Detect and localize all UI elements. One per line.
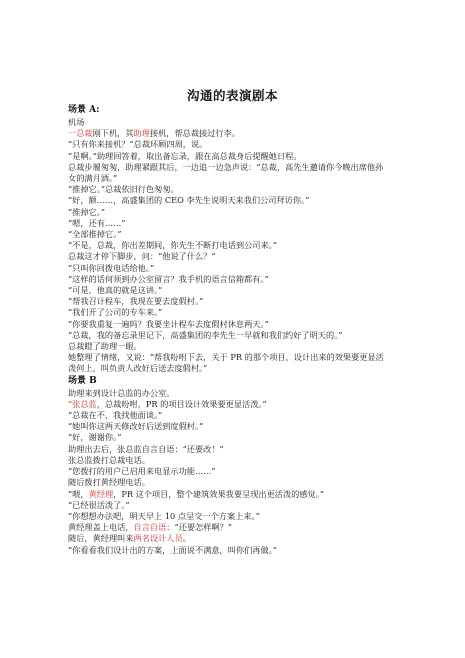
script-line: [68, 319, 400, 330]
script-line: [68, 352, 400, 363]
script-text: “帮我召计程车，我现在要去度假村。”: [68, 296, 204, 307]
script-line: [68, 218, 400, 229]
script-line: [68, 251, 400, 262]
script-line: [68, 455, 400, 466]
script-line: [68, 307, 400, 318]
script-line: [68, 151, 400, 162]
script-text: “是啊。”助理回答着，取出备忘录，跟在高总裁身后提醒她日程。: [68, 150, 302, 161]
script-line: [68, 240, 400, 251]
script-text: 自言自语: [133, 522, 167, 533]
script-text: 两名设计人员: [133, 533, 183, 544]
script-line: [68, 399, 400, 410]
script-line: [68, 195, 400, 206]
script-text: 刚下机，其: [92, 128, 134, 139]
script-text: “喂，: [68, 488, 89, 499]
script-line: [68, 117, 400, 128]
script-line: [68, 229, 400, 240]
script-line: [68, 432, 400, 443]
script-text: “已经很活泼了。”: [68, 499, 130, 510]
script-line: [68, 444, 400, 455]
script-text: “好，额……，高盛集团的 CEO 李先生说明天来我们公司拜访你。”: [68, 195, 310, 206]
script-text: “好，谢谢你。”: [68, 432, 122, 443]
script-line: [68, 388, 400, 399]
script-text: “我们开了公司的专车来。”: [68, 307, 163, 318]
script-line: [68, 341, 400, 352]
script-text: “嗯，还有……”: [68, 217, 126, 228]
script-text: “她叫你这两天修改好后送到度假村。”: [68, 421, 204, 432]
script-text: “只有你来接机？”总裁环顾四周，说。: [68, 139, 208, 150]
script-text: 一总裁: [68, 128, 93, 139]
scene-a-lines: [68, 117, 400, 375]
script-text: 她整理了情绪，又说：“帮我吩咐下去，关于 PR 的那个项目，设计出来的效果要更显活: [68, 352, 384, 363]
script-line: [68, 162, 400, 173]
script-line: [68, 296, 400, 307]
script-line: [68, 173, 400, 184]
script-line: [68, 511, 400, 522]
script-text: “推掉它。”总裁依旧行色匆匆。: [68, 184, 179, 195]
script-text: ，PR 这个项目，整个建筑效果我要呈现出更活泼的感觉。”: [113, 488, 325, 499]
script-text: 女的满月酒。”: [68, 173, 118, 184]
script-line: [68, 363, 400, 374]
scene-b-lines: [68, 388, 400, 556]
script-line: [68, 139, 400, 150]
script-line: [68, 421, 400, 432]
scene-b-heading: 场景 B: [68, 375, 97, 386]
script-text: 助理出去后，张总监自言自语：“还要改！”: [68, 443, 224, 454]
script-text: “不是，总裁，你出差期间，你先生不断打电话到公司来。”: [68, 240, 277, 251]
script-text: “你想想办法吧，明天早上 10 点呈交一个方案上来。”: [68, 510, 260, 521]
script-text: 随后，黄经理叫来: [68, 533, 134, 544]
script-text: “推掉它。”: [68, 206, 106, 217]
script-text: 总裁这才停下脚步，问：“他说了什么？”: [68, 251, 216, 262]
script-text: 助理来到设计总监的办公室。: [68, 387, 175, 398]
script-line: [68, 285, 400, 296]
script-text: 黄经理: [88, 488, 114, 499]
script-text: 总裁步履匆匆，助理紧跟其后，一边追一边急声说：“总裁，高先生邀请你今晚出席他孙: [68, 161, 384, 172]
script-text: “总裁在不，我找他面谈。”: [68, 410, 163, 421]
script-line: [68, 263, 400, 274]
script-line: [68, 330, 400, 341]
script-line: [68, 466, 400, 477]
document-title: 沟通的表演剧本: [186, 88, 278, 103]
script-text: “可是，他真的就是这讲。”: [68, 285, 163, 296]
script-text: 泼何上，叫负责人改好后送去度假村。”: [68, 363, 208, 374]
script-line: [68, 184, 400, 195]
script-line: [68, 274, 400, 285]
script-text: 张总监拨打总裁电话。: [68, 454, 150, 465]
script-text: ：“还要怎样啊？”: [166, 522, 232, 533]
script-text: 机场: [68, 117, 85, 127]
script-line: [68, 207, 400, 218]
script-text: “你看看我们设计出的方案，上面说不满意，叫你们再做。”: [68, 544, 277, 555]
script-text: “全部推掉它。”: [68, 229, 122, 240]
script-text: 接机，帮总裁接过行李。: [149, 128, 240, 139]
script-line: [68, 410, 400, 421]
script-text: ，总裁吩咐，PR 的项目设计效果要更显活泼。”: [96, 398, 267, 409]
script-text: “只叫你回拨电话给他。”: [68, 262, 155, 273]
scene-a-heading: 场景 A:: [68, 105, 100, 115]
script-line: [68, 489, 400, 500]
script-line: [68, 533, 400, 544]
script-line: [68, 522, 400, 533]
script-text: 黄经理盖上电话，: [68, 522, 134, 533]
script-line: [68, 477, 400, 488]
script-text: “张总监: [68, 398, 97, 409]
script-line: [68, 545, 400, 556]
script-text: “您拨打的用户已启用来电显示功能……”: [68, 466, 216, 477]
script-text: “总裁，我的备忘录里记下，高盛集团的李先生一早就和我们约好了明天的。”: [68, 329, 343, 340]
script-text: “你要我重复一遍吗？我要坐计程车去度假村休息两天。”: [68, 318, 269, 329]
script-text: 随后拨打黄经理电话。: [68, 477, 150, 488]
script-text: 总裁瞪了助理一眼。: [68, 341, 142, 352]
script-text: 。: [182, 533, 191, 544]
script-text: “这样的话何须到办公室留言？我手机的语言信箱都有。”: [68, 273, 269, 284]
script-line: [68, 500, 400, 511]
script-line: [68, 128, 400, 139]
script-text: 助理: [133, 128, 150, 139]
script-body: [68, 104, 400, 556]
